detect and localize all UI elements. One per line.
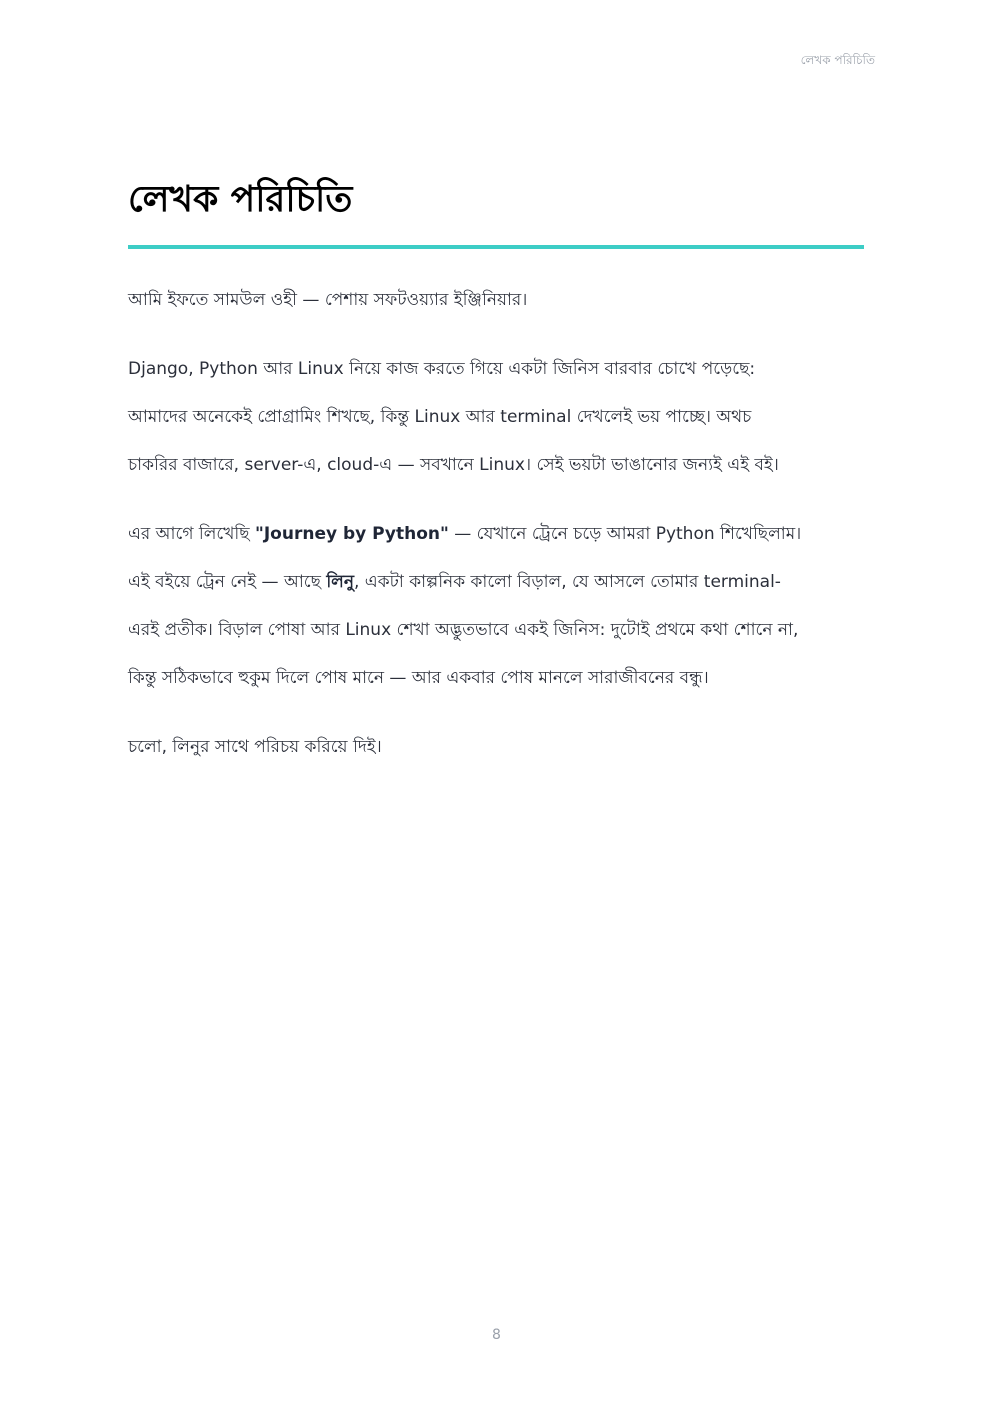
- paragraph-line: আমি ইফতে সামউল ওহী — পেশায় সফটওয়্যার ইঞ্জিনিয়ার।: [128, 290, 528, 310]
- paragraph-line: আমাদের অনেকেই প্রোগ্রামিং শিখছে, কিন্তু Linux আর terminal দেখলেই ভয় পাচ্ছে। অথচ: [128, 407, 752, 427]
- page-number: 8: [492, 1327, 501, 1343]
- paragraph-line: এরই প্রতীক। বিড়াল পোষা আর Linux শেখা অদ্ভুতভাবে একই জিনিস: দুটোই প্রথমে কথা শোনে না,: [128, 620, 799, 640]
- paragraph-line: [128, 558, 864, 606]
- title-divider: [128, 245, 864, 249]
- paragraph-previous-book: [128, 510, 864, 702]
- paragraph-line: চলো, লিনুর সাথে পরিচয় করিয়ে দিই।: [128, 737, 382, 757]
- running-header: লেখক পরিচিতি: [800, 53, 875, 67]
- text-segment: — যেখানে ট্রেনে চড়ে আমরা Python শিখেছিলাম।: [448, 524, 802, 544]
- cat-name: লিনু: [326, 572, 354, 592]
- text-segment: এর আগে লিখেছি: [128, 524, 255, 544]
- text-segment: এই বইয়ে ট্রেন নেই — আছে: [128, 572, 327, 592]
- body-text: [128, 276, 864, 792]
- text-segment: , একটা কাল্পনিক কালো বিড়াল, যে আসলে তোমার terminal-: [354, 572, 781, 592]
- book-title: "Journey by Python": [255, 524, 449, 544]
- paragraph-line: কিন্তু সঠিকভাবে হুকুম দিলে পোষ মানে — আর একবার পোষ মানলে সারাজীবনের বন্ধু।: [128, 668, 709, 688]
- paragraph-closing: [128, 723, 864, 771]
- paragraph-line: Django, Python আর Linux নিয়ে কাজ করতে গিয়ে একটা জিনিস বারবার চোখে পড়েছে:: [128, 359, 756, 379]
- paragraph-line: [128, 510, 864, 558]
- paragraph-intro: [128, 276, 864, 324]
- page-title: লেখক পরিচিতি: [128, 179, 353, 220]
- paragraph-motivation: [128, 345, 864, 489]
- paragraph-line: চাকরির বাজারে, server-এ, cloud-এ — সবখানে Linux। সেই ভয়টা ভাঙানোর জন্যই এই বই।: [128, 455, 779, 475]
